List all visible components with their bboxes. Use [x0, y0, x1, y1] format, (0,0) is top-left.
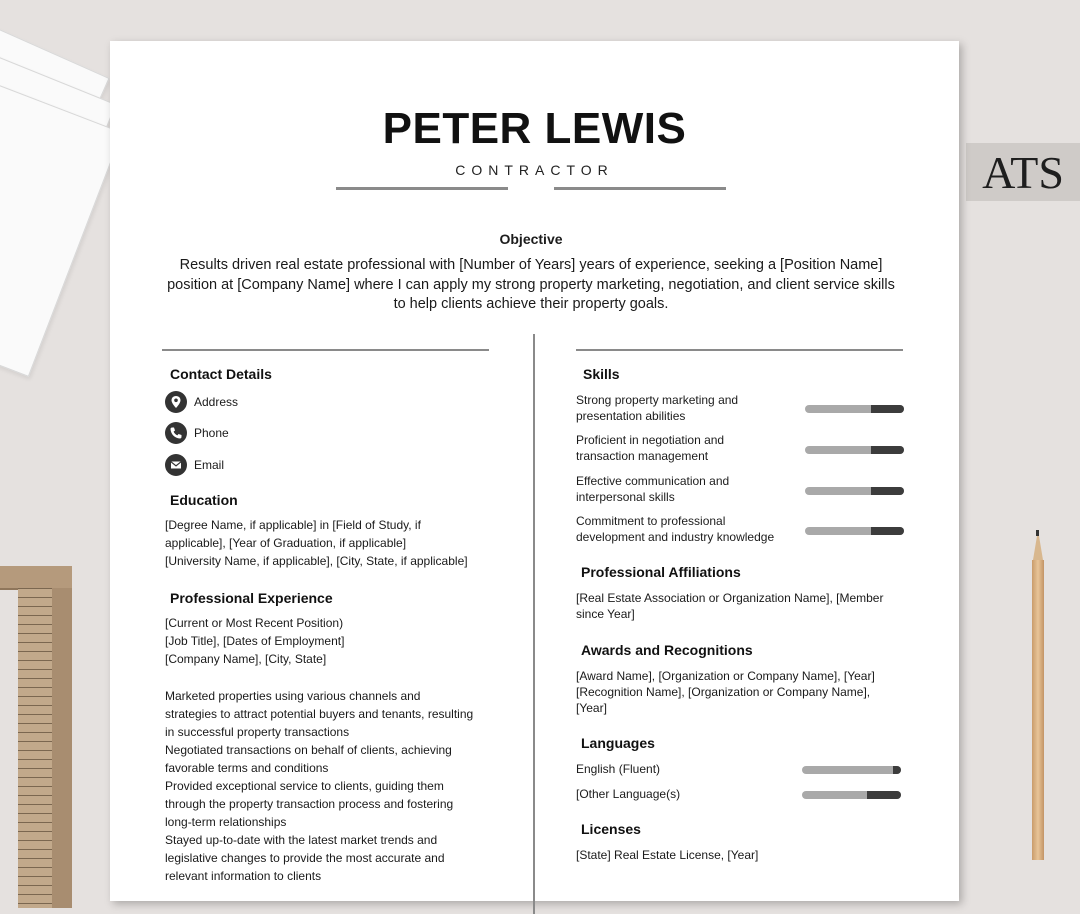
affiliations-text: [Real Estate Association or Organization Name], [Member since Year] — [576, 591, 884, 621]
skills-heading: Skills — [583, 366, 620, 382]
ats-badge: ATS — [966, 143, 1080, 201]
contact-email — [165, 454, 224, 476]
pencil — [1030, 530, 1046, 870]
skill-item: Effective communication and interpersonal skills — [576, 473, 906, 507]
language-item: [Other Language(s) — [576, 786, 906, 806]
awards-heading: Awards and Recognitions — [581, 642, 753, 658]
licenses-heading: Licenses — [581, 821, 641, 837]
phone-icon — [165, 422, 187, 444]
candidate-name: PETER LEWIS — [382, 104, 687, 153]
objective-text: Results driven real estate professional with [Number of Years] years of experience, seeking a [Position Name] position at [Company Name] where I can apply my strong property marketing, negotiation, and client service skills to help clients achieve their property goals. — [167, 257, 895, 312]
skill-item: Strong property marketing and presentation abilities — [576, 392, 906, 426]
location-pin-icon — [165, 391, 187, 413]
paper-sheet — [0, 85, 123, 377]
experience-heading: Professional Experience — [170, 590, 333, 606]
affiliations-heading: Professional Affiliations — [581, 564, 741, 580]
envelope-icon — [165, 454, 187, 476]
contact-email-label: Email — [194, 458, 225, 472]
job-title: CONTRACTOR — [455, 162, 614, 178]
contact-heading: Contact Details — [170, 366, 272, 382]
skill-level-bar — [805, 487, 904, 495]
skill-level-bar — [805, 527, 904, 535]
skill-level-bar — [805, 446, 904, 454]
language-level-bar — [802, 766, 901, 774]
paper-stack — [0, 40, 90, 340]
language-item: English (Fluent) — [576, 761, 906, 781]
objective-heading: Objective — [499, 231, 563, 247]
skill-item: Proficient in negotiation and transaction management — [576, 432, 906, 466]
awards-text: [Award Name], [Organization or Company Name], [Year] [Recognition Name], [Organization or Company Name], [Year] — [576, 669, 875, 715]
language-level-bar — [802, 791, 901, 799]
left-column-divider — [162, 349, 489, 351]
skill-item: Commitment to professional development and industry knowledge — [576, 513, 906, 547]
contact-address — [165, 391, 238, 413]
contact-phone-label: Phone — [194, 426, 229, 440]
languages-heading: Languages — [581, 735, 655, 751]
wooden-ruler — [0, 566, 72, 896]
experience-body-text: Marketed properties using various channels and strategies to attract potential buyers and tenants, resulting in successful property transactions Negotiated transactions on behalf of clients, achieving favorable terms and conditions Provided exceptional service to clients, guiding them through the property transaction process and fostering long-term relationships Stayed up-to-date with the latest market trends and legislative changes to provide the most accurate and relevant information to clients — [165, 689, 474, 883]
licenses-text: [State] Real Estate License, [Year] — [576, 848, 759, 862]
contact-address-label: Address — [194, 395, 239, 409]
education-text: [Degree Name, if applicable] in [Field of Study, if applicable], [Year of Graduation, if applicable] [University Name, if applicable], [City, State, if applicable] — [165, 518, 468, 568]
title-rule-left — [336, 187, 508, 190]
resume-page — [110, 41, 959, 901]
title-rule-right — [554, 187, 726, 190]
skill-level-bar — [805, 405, 904, 413]
experience-header-text: [Current or Most Recent Position) [Job Title], [Dates of Employment] [Company Name], [City, State] — [165, 616, 345, 666]
education-heading: Education — [170, 492, 238, 508]
right-column-divider — [576, 349, 903, 351]
contact-phone — [165, 422, 229, 444]
column-separator — [533, 334, 535, 914]
